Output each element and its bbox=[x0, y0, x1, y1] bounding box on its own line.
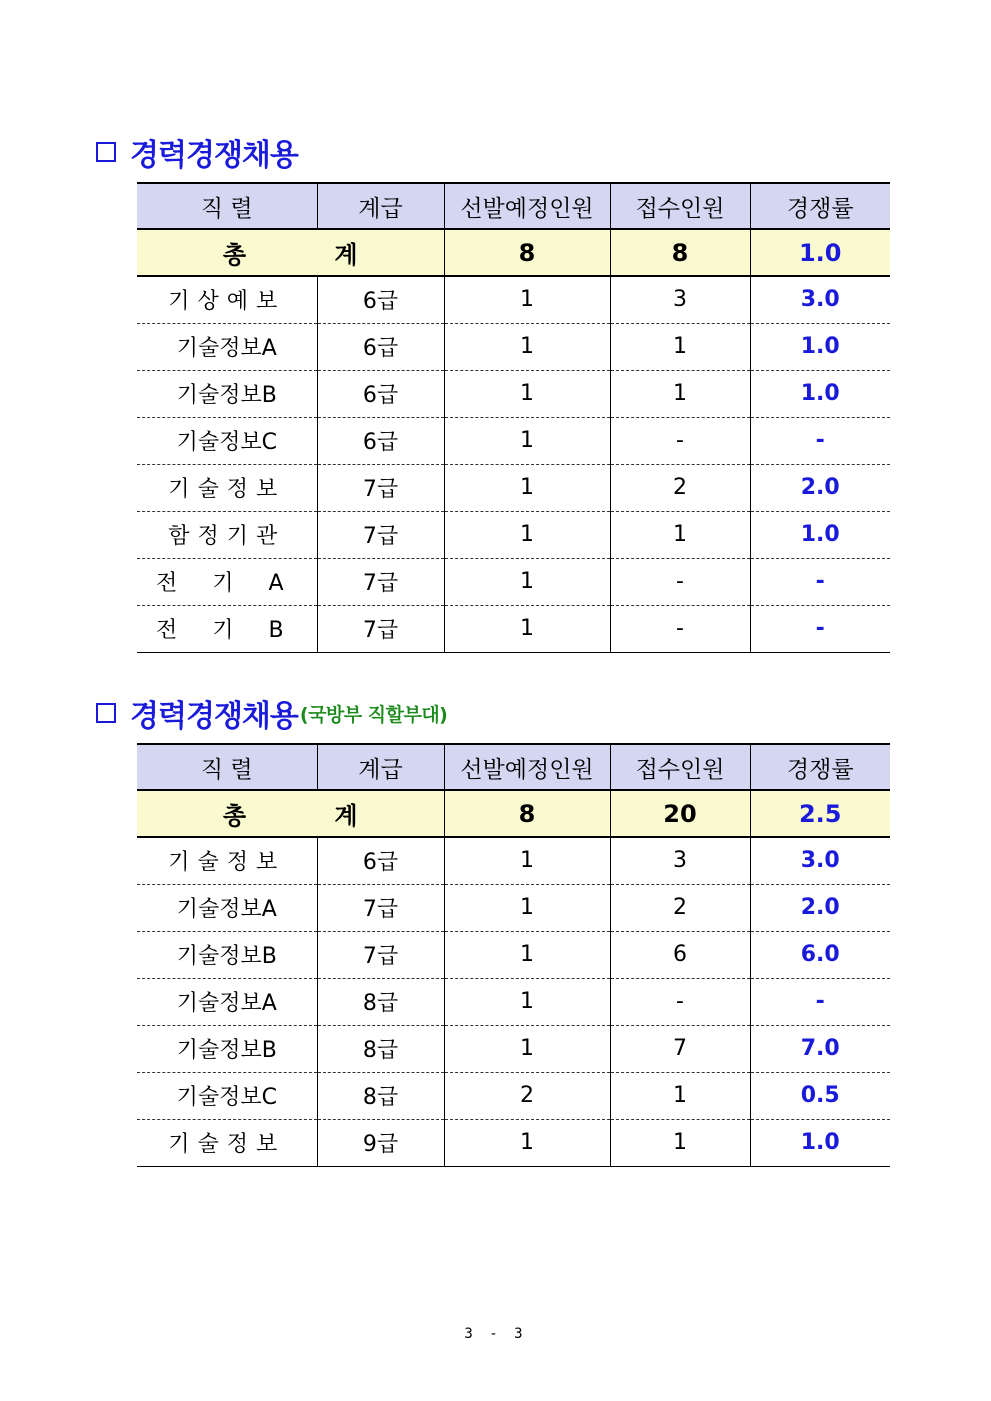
row-applied: 1 bbox=[610, 511, 750, 558]
checkbox-icon bbox=[96, 142, 116, 162]
row-planned: 1 bbox=[444, 1119, 610, 1166]
row-grade: 6급 bbox=[317, 370, 444, 417]
table-row bbox=[137, 370, 890, 417]
row-applied: 3 bbox=[610, 837, 750, 884]
total-planned: 8 bbox=[444, 229, 610, 276]
row-rate: 1.0 bbox=[750, 1119, 890, 1166]
row-name: 기술정보A bbox=[137, 323, 317, 370]
table-row bbox=[137, 558, 890, 605]
row-planned: 1 bbox=[444, 884, 610, 931]
row-applied: - bbox=[610, 558, 750, 605]
table-row bbox=[137, 931, 890, 978]
row-name: 기술정보 bbox=[137, 837, 317, 884]
row-grade: 7급 bbox=[317, 605, 444, 652]
total-applied: 20 bbox=[610, 790, 750, 837]
table-row bbox=[137, 464, 890, 511]
row-rate: 3.0 bbox=[750, 276, 890, 323]
row-applied: 1 bbox=[610, 323, 750, 370]
total-rate: 2.5 bbox=[750, 790, 890, 837]
header-rate: 경쟁률 bbox=[750, 744, 890, 790]
row-grade: 7급 bbox=[317, 511, 444, 558]
row-name: 기술정보B bbox=[137, 1025, 317, 1072]
row-name: 기술정보B bbox=[137, 370, 317, 417]
header-planned: 선발예정인원 bbox=[444, 744, 610, 790]
section1-title-text: 경력경쟁채용 bbox=[130, 138, 298, 173]
section2-subtitle: (국방부 직할부대) bbox=[299, 703, 448, 726]
row-rate: 2.0 bbox=[750, 884, 890, 931]
row-grade: 8급 bbox=[317, 1072, 444, 1119]
section2-title bbox=[96, 691, 447, 735]
page-number: 3 - 3 bbox=[464, 1326, 527, 1342]
row-applied: 1 bbox=[610, 370, 750, 417]
table-row bbox=[137, 511, 890, 558]
row-planned: 1 bbox=[444, 931, 610, 978]
row-rate: - bbox=[750, 417, 890, 464]
row-applied: 6 bbox=[610, 931, 750, 978]
row-grade: 9급 bbox=[317, 1119, 444, 1166]
row-rate: 0.5 bbox=[750, 1072, 890, 1119]
total-row bbox=[137, 790, 890, 837]
row-name: 기술정보C bbox=[137, 1072, 317, 1119]
total-row bbox=[137, 229, 890, 276]
header-planned: 선발예정인원 bbox=[444, 183, 610, 229]
row-rate: 1.0 bbox=[750, 511, 890, 558]
header-series: 직 렬 bbox=[137, 183, 317, 229]
row-rate: - bbox=[750, 978, 890, 1025]
table-row bbox=[137, 1119, 890, 1166]
row-planned: 1 bbox=[444, 605, 610, 652]
row-applied: 1 bbox=[610, 1119, 750, 1166]
row-name: 기술정보C bbox=[137, 417, 317, 464]
row-applied: - bbox=[610, 978, 750, 1025]
row-name: 기술정보B bbox=[137, 931, 317, 978]
row-planned: 1 bbox=[444, 511, 610, 558]
row-planned: 2 bbox=[444, 1072, 610, 1119]
row-name: 기술정보A bbox=[137, 884, 317, 931]
row-grade: 8급 bbox=[317, 1025, 444, 1072]
row-rate: 1.0 bbox=[750, 323, 890, 370]
row-rate: - bbox=[750, 558, 890, 605]
header-grade: 계급 bbox=[317, 744, 444, 790]
table-row bbox=[137, 837, 890, 884]
row-applied: 7 bbox=[610, 1025, 750, 1072]
row-grade: 7급 bbox=[317, 931, 444, 978]
row-rate: - bbox=[750, 605, 890, 652]
row-planned: 1 bbox=[444, 276, 610, 323]
row-name: 기술정보A bbox=[137, 978, 317, 1025]
row-planned: 1 bbox=[444, 370, 610, 417]
header-series: 직 렬 bbox=[137, 744, 317, 790]
header-applied: 접수인원 bbox=[610, 183, 750, 229]
row-rate: 2.0 bbox=[750, 464, 890, 511]
row-applied: 2 bbox=[610, 884, 750, 931]
total-planned: 8 bbox=[444, 790, 610, 837]
row-planned: 1 bbox=[444, 417, 610, 464]
header-grade: 계급 bbox=[317, 183, 444, 229]
header-applied: 접수인원 bbox=[610, 744, 750, 790]
total-label: 총 계 bbox=[137, 229, 444, 276]
section2-table bbox=[137, 743, 890, 1167]
row-planned: 1 bbox=[444, 978, 610, 1025]
row-grade: 8급 bbox=[317, 978, 444, 1025]
total-applied: 8 bbox=[610, 229, 750, 276]
row-applied: - bbox=[610, 605, 750, 652]
row-name: 기술정보 bbox=[137, 464, 317, 511]
table-header-row bbox=[137, 183, 890, 229]
row-rate: 1.0 bbox=[750, 370, 890, 417]
table-row bbox=[137, 417, 890, 464]
row-planned: 1 bbox=[444, 1025, 610, 1072]
table-header-row bbox=[137, 744, 890, 790]
row-grade: 6급 bbox=[317, 276, 444, 323]
total-label: 총 계 bbox=[137, 790, 444, 837]
row-rate: 6.0 bbox=[750, 931, 890, 978]
row-grade: 6급 bbox=[317, 417, 444, 464]
table-row bbox=[137, 1025, 890, 1072]
table-row bbox=[137, 276, 890, 323]
section1-table bbox=[137, 182, 890, 653]
table-row bbox=[137, 605, 890, 652]
table-row bbox=[137, 323, 890, 370]
row-grade: 7급 bbox=[317, 884, 444, 931]
row-rate: 7.0 bbox=[750, 1025, 890, 1072]
row-grade: 7급 bbox=[317, 464, 444, 511]
row-name: 함정기관 bbox=[137, 511, 317, 558]
row-planned: 1 bbox=[444, 464, 610, 511]
row-name: 전 기 B bbox=[137, 605, 317, 652]
row-applied: 2 bbox=[610, 464, 750, 511]
row-applied: 1 bbox=[610, 1072, 750, 1119]
row-planned: 1 bbox=[444, 323, 610, 370]
row-grade: 7급 bbox=[317, 558, 444, 605]
section1-title bbox=[96, 130, 298, 174]
row-rate: 3.0 bbox=[750, 837, 890, 884]
table-row bbox=[137, 978, 890, 1025]
row-grade: 6급 bbox=[317, 323, 444, 370]
row-name: 전 기 A bbox=[137, 558, 317, 605]
row-applied: 3 bbox=[610, 276, 750, 323]
table-row bbox=[137, 884, 890, 931]
section2-title-text: 경력경쟁채용 bbox=[130, 699, 298, 734]
table-row bbox=[137, 1072, 890, 1119]
row-planned: 1 bbox=[444, 837, 610, 884]
total-rate: 1.0 bbox=[750, 229, 890, 276]
row-name: 기상예보 bbox=[137, 276, 317, 323]
checkbox-icon bbox=[96, 703, 116, 723]
row-grade: 6급 bbox=[317, 837, 444, 884]
row-applied: - bbox=[610, 417, 750, 464]
row-name: 기술정보 bbox=[137, 1119, 317, 1166]
row-planned: 1 bbox=[444, 558, 610, 605]
header-rate: 경쟁률 bbox=[750, 183, 890, 229]
